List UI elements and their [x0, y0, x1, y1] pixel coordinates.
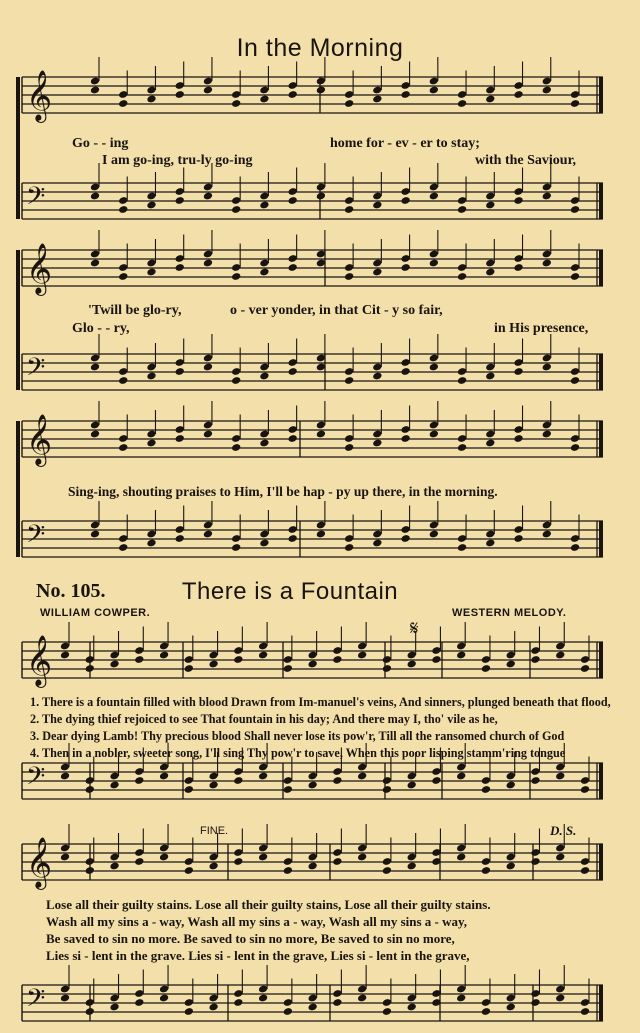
h1-sys1-bass-note: [203, 192, 213, 201]
h1-sys1-bass-bass-clef: 𝄢: [26, 182, 46, 217]
segno-sign: 𝄋: [410, 618, 419, 640]
h1-sys3-bass-note: [485, 539, 495, 548]
h2-sys2-treble-note: [307, 862, 317, 871]
h2-sys2-bass-note: [258, 994, 268, 1003]
h1-sys1-bass-note: [231, 205, 241, 214]
h1-sys3-treble-note: [231, 443, 241, 452]
ds-mark: D. S.: [550, 823, 577, 838]
h2-sys1-treble-note: [60, 651, 70, 660]
h1-sys3-bass-note: [118, 543, 128, 552]
h1-sys3-bass-note: [175, 534, 185, 543]
h1-sys1-bass-note: [316, 192, 326, 201]
h2-sys1-treble-note: [481, 664, 491, 673]
h2-sys1-bass-note: [506, 781, 516, 790]
h1-sys1-bass-note: [485, 201, 495, 210]
h2-sys1-bass-note: [555, 772, 565, 781]
h1-sys3-treble-note: [203, 430, 213, 439]
h1-sys2-bass-note: [146, 372, 156, 381]
h2-sys1-treble-note: [184, 664, 194, 673]
h1-sys3-bass-note: [344, 543, 354, 552]
h2-sys2-bass-note: [307, 1003, 317, 1012]
h2-sys1-bass-note: [159, 772, 169, 781]
h1-sys1-treble-note: [90, 86, 100, 95]
h1-sys3-bass-end-thick: [599, 521, 603, 557]
h2-sys1-treble-note: [357, 651, 367, 660]
h1-sys1-bass-note: [429, 192, 439, 201]
h1-sys2-treble-note: [344, 272, 354, 281]
h2-sys1-bass-note: [357, 772, 367, 781]
h1-sys3-treble-note: [570, 443, 580, 452]
h2-sys2-treble-note: [159, 853, 169, 862]
h2-sys2-treble-note: [134, 857, 144, 866]
h1-sys3-bass-note: [231, 543, 241, 552]
h1-sys1-bass-note: [400, 196, 410, 205]
h2-sys2-treble-note: [481, 866, 491, 875]
h1-sys1-treble-note: [344, 99, 354, 108]
h2-sys1-bass-note: [431, 776, 441, 785]
verse-1: 1. There is a fountain filled with blood Drawn from Im-manuel's veins, And sinners, plunged beneath that flood,: [30, 695, 611, 709]
h1-sys3-treble-note: [118, 443, 128, 452]
h1-sys1-treble-note: [118, 99, 128, 108]
h2-sys1-treble-note: [85, 664, 95, 673]
h1-sys3-bass-note: [400, 534, 410, 543]
h1-sys2-treble-note: [118, 272, 128, 281]
hymn1-lyric-line-2b: with the Saviour,: [475, 153, 577, 168]
h2-sys2-treble-treble-clef: 𝄞: [26, 837, 53, 888]
h2-sys2-bass-note: [184, 1007, 194, 1016]
h1-sys2-treble-end-thick: [599, 250, 603, 286]
h2-sys2-treble-note: [208, 862, 218, 871]
h2-sys2-bass-note: [159, 994, 169, 1003]
h2-sys2-bass-note: [357, 994, 367, 1003]
h2-sys1-bass-note: [208, 781, 218, 790]
hymn2-title: There is a Fountain: [181, 578, 399, 605]
h2-sys2-bass-note: [555, 994, 565, 1003]
h1-sys2-bass-note: [90, 363, 100, 372]
h2-sys2-bass-note: [208, 1003, 218, 1012]
h2-sys2-bass-note: [580, 1007, 590, 1016]
h2-sys1-bass-note: [382, 785, 392, 794]
hymn1-lyric-line-1b: home for - ev - er to stay;: [330, 136, 480, 151]
h2-sys2-bass-note: [332, 998, 342, 1007]
h2-sys2-bass-note: [134, 998, 144, 1007]
h1-sys1-treble-note: [259, 95, 269, 104]
hymn2-author: WILLIAM COWPER.: [40, 607, 151, 619]
h1-sys2-bass-note: [485, 372, 495, 381]
h2-sys1-bass-note: [332, 776, 342, 785]
h2-sys1-bass-note: [85, 785, 95, 794]
h2-sys1-bass-note: [580, 785, 590, 794]
h2-sys2-bass-note: [481, 1007, 491, 1016]
h1-sys3-bass-note: [542, 530, 552, 539]
h1-sys3-treble-note: [90, 430, 100, 439]
h2-sys1-treble-note: [555, 651, 565, 660]
h1-sys2-bass-note: [400, 367, 410, 376]
hymn1-lyric-line-2a: I am go-ing, tru-ly go-ing: [102, 153, 253, 168]
h2-sys1-treble-note: [159, 651, 169, 660]
h1-sys2-bass-note: [570, 376, 580, 385]
h2-sys2-bass-note: [456, 994, 466, 1003]
h2-sys1-treble-note: [580, 664, 590, 673]
refrain-line-1: Lose all their guilty stains. Lose all their guilty stains, Lose all their guilty stains.: [46, 897, 491, 912]
h2-sys2-bass-note: [530, 998, 540, 1007]
h1-sys1-treble-note: [146, 95, 156, 104]
h1-sys3-bass-note: [288, 534, 298, 543]
h1-sys2-bass-note: [288, 367, 298, 376]
h2-sys2-bass-note: [109, 1003, 119, 1012]
h1-sys2-treble-note: [175, 263, 185, 272]
h1-sys2-bass-note: [259, 372, 269, 381]
h1-sys2-bass-note: [457, 376, 467, 385]
h2-sys1-treble-note: [134, 655, 144, 664]
h1-sys1-treble-note: [231, 99, 241, 108]
hymn2-tune: WESTERN MELODY.: [452, 607, 567, 619]
h1-sys1-treble-note: [429, 86, 439, 95]
h1-sys2-bass-note: [542, 363, 552, 372]
h2-sys1-treble-note: [109, 660, 119, 669]
h1-sys2-treble-note: [429, 259, 439, 268]
h1-sys2-treble-note: [146, 268, 156, 277]
h2-sys1-bass-note: [60, 772, 70, 781]
h2-sys2-treble-note: [407, 862, 417, 871]
h2-sys2-treble-note: [332, 857, 342, 866]
h1-sys3-bass-note: [90, 530, 100, 539]
h1-sys2-treble-note: [259, 268, 269, 277]
h1-sys1-treble-note: [542, 86, 552, 95]
h2-sys1-treble-note: [233, 655, 243, 664]
h1-sys3-treble-note: [485, 439, 495, 448]
h2-sys1-bass-note: [233, 776, 243, 785]
h1-sys1-bass-note: [146, 201, 156, 210]
h1-sys1-bass-end-thick: [599, 183, 603, 219]
h2-sys2-bass-note: [85, 1007, 95, 1016]
h2-sys1-bass-note: [258, 772, 268, 781]
h1-sys2-treble-note: [485, 268, 495, 277]
h1-sys3-treble-note: [175, 434, 185, 443]
hymn1-lyric-line-4b: in His presence,: [494, 321, 589, 336]
h2-sys2-bass-end-thick: [599, 985, 603, 1021]
h1-sys1-treble-note: [175, 90, 185, 99]
h2-sys1-bass-note: [530, 776, 540, 785]
h2-sys2-treble-note: [506, 862, 516, 871]
h1-sys2-bass-note: [513, 367, 523, 376]
h2-sys2-treble-note: [283, 866, 293, 875]
h1-sys1-treble-note: [372, 95, 382, 104]
h1-sys2-treble-note: [400, 263, 410, 272]
h1-sys3-treble-note: [542, 430, 552, 439]
h1-sys1-treble-note: [513, 90, 523, 99]
h2-sys1-treble-treble-clef: 𝄞: [26, 635, 53, 686]
h1-sys3-treble-note: [344, 443, 354, 452]
refrain-line-3: Be saved to sin no more. Be saved to sin no more, Be saved to sin no more,: [46, 931, 455, 946]
h1-sys3-bass-note: [372, 539, 382, 548]
h1-sys2-bass-note: [344, 376, 354, 385]
h1-sys3-treble-treble-clef: 𝄞: [26, 414, 53, 465]
h1-sys2-treble-note: [203, 259, 213, 268]
h1-sys2-bass-end-thick: [599, 354, 603, 390]
h2-sys1-bass-note: [407, 781, 417, 790]
h1-sys3-treble-note: [146, 439, 156, 448]
h2-sys2-bass-note: [382, 1007, 392, 1016]
h1-sys1-brace: [16, 77, 20, 219]
h1-sys2-treble-treble-clef: 𝄞: [26, 243, 53, 294]
hymn1-lyric-line-4a: Glo - - ry,: [72, 321, 130, 336]
h1-sys2-bass-note: [429, 363, 439, 372]
h2-sys1-bass-note: [456, 772, 466, 781]
h1-sys3-treble-note: [259, 439, 269, 448]
hymn1-lyric-line-3a: 'Twill be glo-ry,: [88, 303, 182, 318]
h1-sys3-treble-note: [400, 434, 410, 443]
hymn1-lyric-line-5: Sing-ing, shouting praises to Him, I'll be hap - py up there, in the morning.: [68, 484, 498, 499]
h2-sys2-treble-note: [233, 857, 243, 866]
refrain-line-2: Wash all my sins a - way, Wash all my sins a - way, Wash all my sins a - way,: [46, 914, 468, 929]
hymn1-lyric-line-1a: Go - - ing: [72, 136, 129, 151]
h2-sys2-bass-note: [283, 1007, 293, 1016]
h2-sys2-treble-note: [109, 862, 119, 871]
h1-sys3-treble-note: [513, 434, 523, 443]
h1-sys1-bass-note: [344, 205, 354, 214]
h2-sys2-treble-note: [60, 853, 70, 862]
h2-sys1-bass-note: [184, 785, 194, 794]
h1-sys2-treble-note: [457, 272, 467, 281]
h1-sys2-treble-note: [288, 263, 298, 272]
h1-sys2-treble-note: [372, 268, 382, 277]
h1-sys2-treble-note: [513, 263, 523, 272]
h2-sys2-treble-end-thick: [599, 844, 603, 880]
refrain-line-4: Lies si - lent in the grave. Lies si - lent in the grave, Lies si - lent in the grave,: [46, 948, 470, 963]
h1-sys3-bass-note: [457, 543, 467, 552]
h1-sys1-bass-note: [570, 205, 580, 214]
h1-sys2-treble-note: [570, 272, 580, 281]
h1-sys3-bass-note: [429, 530, 439, 539]
h2-sys2-treble-note: [382, 866, 392, 875]
h2-sys1-bass-end-thick: [599, 763, 603, 799]
h1-sys1-bass-note: [90, 192, 100, 201]
h1-sys3-bass-note: [570, 543, 580, 552]
h2-sys2-bass-note: [233, 998, 243, 1007]
h2-sys2-bass-note: [407, 1003, 417, 1012]
hymn2-number: No. 105.: [36, 580, 106, 602]
h2-sys1-treble-note: [307, 660, 317, 669]
h2-sys1-bass-note: [134, 776, 144, 785]
h2-sys1-treble-note: [530, 655, 540, 664]
h2-sys1-bass-bass-clef: 𝄢: [26, 762, 46, 797]
h1-sys2-brace: [16, 250, 20, 390]
h2-sys1-treble-end-thick: [599, 642, 603, 678]
h1-sys3-bass-note: [513, 534, 523, 543]
h2-sys1-treble-note: [407, 660, 417, 669]
h2-sys1-bass-note: [481, 785, 491, 794]
h1-sys3-treble-note: [316, 430, 326, 439]
h1-sys1-bass-note: [372, 201, 382, 210]
h1-sys3-bass-bass-clef: 𝄢: [26, 520, 46, 555]
hymn1-lyric-line-3b: o - ver yonder, in that Cit - y so fair,: [230, 303, 443, 318]
h1-sys2-bass-bass-clef: 𝄢: [26, 353, 46, 388]
h1-sys3-bass-note: [259, 539, 269, 548]
h2-sys1-bass-note: [307, 781, 317, 790]
h1-sys2-bass-note: [203, 363, 213, 372]
h1-sys2-bass-note: [118, 376, 128, 385]
h1-sys2-treble-note: [90, 259, 100, 268]
h1-sys1-bass-note: [513, 196, 523, 205]
h1-sys3-treble-note: [372, 439, 382, 448]
h1-sys1-treble-note: [400, 90, 410, 99]
h1-sys1-treble-treble-clef: 𝄞: [26, 70, 53, 121]
h2-sys2-treble-note: [555, 853, 565, 862]
h1-sys1-bass-note: [259, 201, 269, 210]
h2-sys1-treble-note: [258, 651, 268, 660]
h1-sys1-treble-end-thick: [599, 77, 603, 113]
h2-sys1-bass-note: [283, 785, 293, 794]
h2-sys2-treble-note: [85, 866, 95, 875]
h1-sys2-treble-note: [231, 272, 241, 281]
h1-sys1-treble-note: [457, 99, 467, 108]
h1-sys1-bass-note: [288, 196, 298, 205]
h2-sys1-bass-note: [109, 781, 119, 790]
h2-sys1-treble-note: [456, 651, 466, 660]
h1-sys3-treble-note: [457, 443, 467, 452]
h1-sys1-bass-note: [542, 192, 552, 201]
h2-sys2-treble-note: [580, 866, 590, 875]
h2-sys2-bass-bass-clef: 𝄢: [26, 984, 46, 1019]
h2-sys1-treble-note: [431, 655, 441, 664]
h2-sys2-treble-note: [258, 853, 268, 862]
verse-2: 2. The dying thief rejoiced to see That fountain in his day; And there may I, tho' vile as he,: [30, 712, 498, 726]
h1-sys1-treble-note: [288, 90, 298, 99]
h2-sys2-treble-note: [184, 866, 194, 875]
h1-sys1-bass-note: [457, 205, 467, 214]
verse-3: 3. Dear dying Lamb! Thy precious blood Shall never lose its pow'r, Till all the ransomed church of God: [30, 729, 565, 743]
h1-sys3-bass-note: [203, 530, 213, 539]
h1-sys3-treble-note: [288, 434, 298, 443]
h1-sys1-treble-note: [485, 95, 495, 104]
h1-sys3-bass-note: [316, 530, 326, 539]
h1-sys3-treble-end-thick: [599, 421, 603, 457]
hymn1-title: In the Morning: [236, 34, 404, 62]
h1-sys2-treble-note: [542, 259, 552, 268]
h1-sys3-bass-note: [146, 539, 156, 548]
h1-sys1-treble-note: [316, 86, 326, 95]
h2-sys2-bass-note: [60, 994, 70, 1003]
h2-sys2-bass-note: [506, 1003, 516, 1012]
h1-sys1-treble-note: [570, 99, 580, 108]
h1-sys2-bass-note: [372, 372, 382, 381]
h2-sys1-treble-note: [506, 660, 516, 669]
h2-sys2-treble-note: [530, 857, 540, 866]
fine-mark: FINE.: [200, 825, 229, 837]
h2-sys1-treble-note: [382, 664, 392, 673]
h1-sys3-treble-note: [429, 430, 439, 439]
h2-sys1-treble-note: [208, 660, 218, 669]
h1-sys2-bass-note: [175, 367, 185, 376]
h1-sys2-bass-note: [231, 376, 241, 385]
h1-sys1-bass-note: [175, 196, 185, 205]
h2-sys1-treble-note: [332, 655, 342, 664]
h1-sys1-bass-note: [118, 205, 128, 214]
h2-sys1-treble-note: [283, 664, 293, 673]
verse-4: 4. Then in a nobler, sweeter song, I'll sing Thy pow'r to save, When this poor lisping stamm'ring tongue: [30, 746, 566, 760]
h2-sys2-treble-note: [456, 853, 466, 862]
h1-sys3-brace: [16, 421, 20, 557]
h1-sys1-treble-note: [203, 86, 213, 95]
h2-sys2-treble-note: [357, 853, 367, 862]
